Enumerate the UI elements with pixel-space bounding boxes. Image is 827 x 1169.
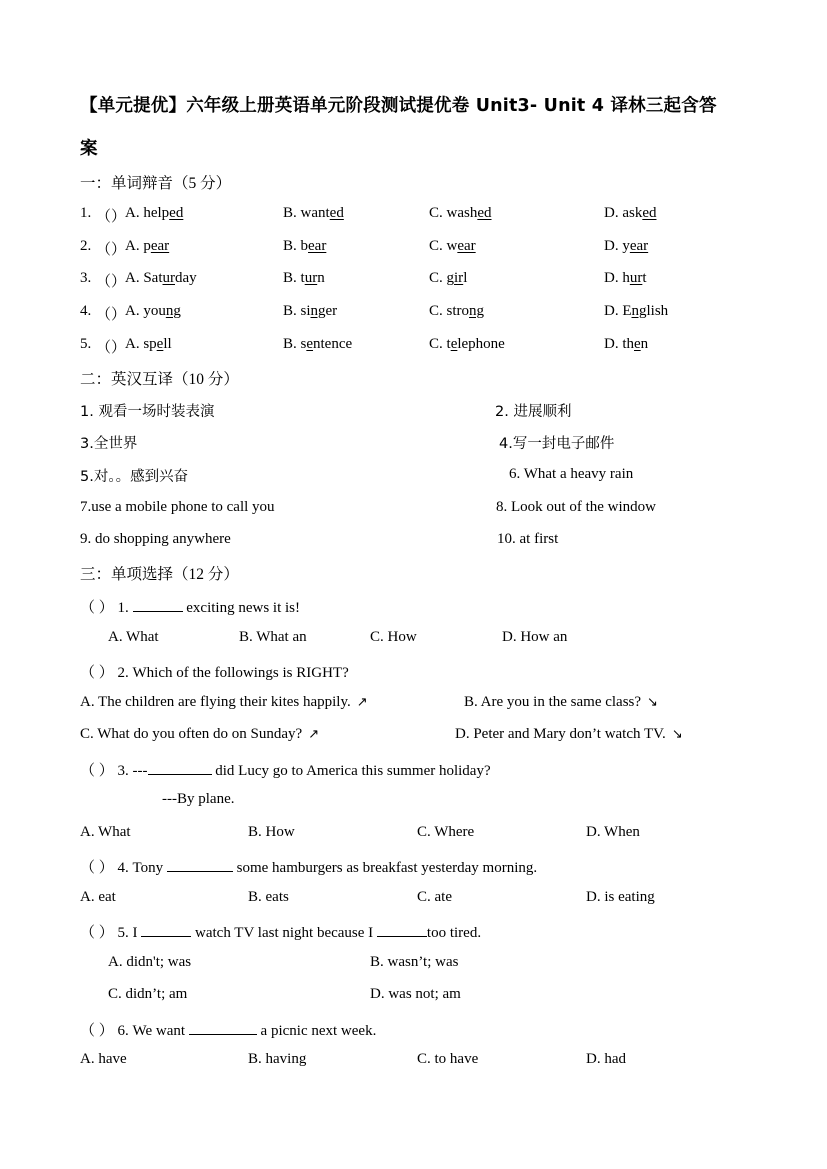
option: D. When — [586, 824, 640, 840]
phonics-answer-paren — [96, 205, 126, 226]
question-number: 3. — [80, 270, 92, 286]
option — [455, 726, 683, 743]
phonics-option — [604, 238, 648, 255]
option: C. to have — [417, 1051, 479, 1067]
option-text: D. Peter and Mary don’t watch TV. — [455, 726, 666, 742]
phonics-answer-paren — [96, 238, 126, 259]
question-number: 4. — [80, 303, 92, 319]
rising-intonation-icon: ↗ — [356, 695, 368, 710]
option-underlined-letters: e — [156, 336, 164, 352]
option-prefix: C. wash — [429, 205, 478, 221]
option-suffix: lephone — [457, 336, 505, 352]
option: B. How — [248, 824, 295, 840]
option-prefix: B. b — [283, 238, 309, 254]
translation-item: 2. 进展顺利 — [495, 404, 572, 420]
phonics-option — [604, 336, 648, 353]
option: D. How an — [502, 629, 568, 645]
rising-intonation-icon: ↗ — [308, 727, 320, 742]
question-text: a picnic next week. — [256, 1023, 377, 1039]
option-prefix: C. g — [429, 270, 455, 286]
phonics-option — [429, 270, 467, 287]
option-prefix: D. th — [604, 336, 634, 352]
option-underlined-letters: ear — [457, 238, 476, 254]
option-prefix: D. h — [604, 270, 630, 286]
option-text: C. What do you often do on Sunday? — [80, 726, 303, 742]
phonics-answer-paren — [96, 270, 126, 291]
option-prefix: A. p — [125, 238, 151, 254]
option-underlined-letters: ed — [477, 205, 492, 221]
option: D. had — [586, 1051, 626, 1067]
option: C. didn’t; am — [108, 986, 188, 1002]
option-underlined-letters: ed — [329, 205, 344, 221]
option-underlined-letters: ear — [308, 238, 327, 254]
question-text: some hamburgers as breakfast yesterday morning. — [232, 860, 538, 876]
option: A. didn't; was — [108, 954, 192, 970]
answer-paren: （ ） — [80, 925, 114, 941]
option: A. What — [80, 824, 131, 840]
answer-paren: （ ） — [80, 1023, 114, 1039]
option-underlined-letters: ur — [304, 270, 318, 286]
translation-item: 6. What a heavy rain — [509, 466, 634, 482]
answer-blank — [189, 1020, 257, 1035]
question-text: did Lucy go to America this summer holiday? — [211, 763, 491, 779]
answer-paren: （） — [96, 340, 127, 356]
option-prefix: A. sp — [125, 336, 157, 352]
option-suffix: n — [640, 336, 649, 352]
option-underlined-letters: ng — [310, 303, 326, 319]
option: C. How — [370, 629, 417, 645]
option — [464, 694, 658, 711]
question-number: 2. — [80, 238, 92, 254]
phonics-option — [429, 303, 484, 320]
phonics-option — [125, 270, 197, 287]
question-2 — [80, 661, 349, 682]
phonics-option — [283, 238, 326, 255]
option-prefix: D. E — [604, 303, 632, 319]
section-3-heading: 三：单项选择（12 分） — [80, 566, 239, 583]
option-suffix: ntence — [313, 336, 353, 352]
section-2-heading: 二：英汉互译（10 分） — [80, 371, 239, 388]
option-prefix: A. help — [125, 205, 170, 221]
question-1 — [80, 596, 300, 617]
option-underlined-letters: ur — [629, 270, 643, 286]
option-prefix: C. t — [429, 336, 451, 352]
option-prefix: B. si — [283, 303, 311, 319]
option-suffix: t — [642, 270, 647, 286]
translation-item: 5.对。。感到兴奋 — [80, 469, 189, 485]
option-text: B. Are you in the same class? — [464, 694, 642, 710]
option: A. eat — [80, 889, 116, 905]
option-prefix: A. Sat — [125, 270, 163, 286]
option-suffix: day — [175, 270, 197, 286]
option — [80, 726, 319, 743]
section-1-heading: 一：单词辩音（5 分） — [80, 175, 232, 192]
phonics-option — [125, 336, 172, 353]
question-3 — [80, 759, 491, 780]
option-underlined-letters: ur — [162, 270, 175, 286]
phonics-option — [125, 303, 181, 320]
option: C. Where — [417, 824, 475, 840]
option: B. having — [248, 1051, 307, 1067]
option: B. wasn’t; was — [370, 954, 459, 970]
phonics-question-number — [80, 270, 91, 287]
phonics-option — [604, 270, 647, 287]
phonics-option — [604, 205, 657, 222]
option-underlined-letters: e — [306, 336, 314, 352]
option-text: A. The children are flying their kites happily. — [80, 694, 351, 710]
page-title: 【单元提优】六年级上册英语单元阶段测试提优卷 Unit3- Unit 4 译林三起含答 — [80, 96, 717, 116]
option-suffix: l — [463, 270, 468, 286]
translation-item: 7.use a mobile phone to call you — [80, 499, 275, 515]
answer-paren: （） — [96, 307, 127, 323]
option: D. was not; am — [370, 986, 461, 1002]
answer-blank — [133, 597, 183, 612]
phonics-option — [604, 303, 668, 320]
translation-item: 10. at first — [497, 531, 559, 547]
answer-paren: （） — [96, 274, 127, 290]
question-3-answer: ---By plane. — [162, 791, 235, 807]
option: A. What — [108, 629, 159, 645]
phonics-option — [125, 205, 183, 222]
option-underlined-letters: e — [450, 336, 458, 352]
option-prefix: B. t — [283, 270, 305, 286]
option — [80, 694, 368, 711]
option-underlined-letters: ir — [454, 270, 464, 286]
phonics-option — [283, 336, 352, 353]
question-4 — [80, 856, 537, 877]
question-6 — [80, 1019, 376, 1040]
option: B. What an — [239, 629, 307, 645]
option-suffix: er — [325, 303, 338, 319]
phonics-option — [125, 238, 169, 255]
option-underlined-letters: ng — [631, 303, 647, 319]
answer-blank — [377, 922, 427, 937]
option-suffix: lish — [646, 303, 669, 319]
phonics-answer-paren — [96, 336, 126, 357]
answer-blank — [148, 760, 212, 775]
translation-item: 9. do shopping anywhere — [80, 531, 231, 547]
question-number: 5. — [80, 336, 92, 352]
phonics-question-number — [80, 303, 91, 320]
phonics-option — [429, 336, 505, 353]
answer-paren: （） — [96, 242, 127, 258]
option-underlined-letters: ng — [469, 303, 485, 319]
option-underlined-letters: ed — [642, 205, 657, 221]
option-suffix: n — [317, 270, 325, 286]
answer-blank — [167, 857, 233, 872]
option-prefix: B. s — [283, 336, 307, 352]
question-text: 2. Which of the followings is RIGHT? — [117, 665, 349, 681]
phonics-answer-paren — [96, 303, 126, 324]
translation-item: 8. Look out of the window — [496, 499, 656, 515]
answer-paren: （ ） — [80, 860, 114, 876]
page-title-continued: 案 — [80, 139, 98, 159]
option-underlined-letters: ear — [150, 238, 170, 254]
phonics-option — [283, 303, 337, 320]
question-number: 6. We want — [117, 1023, 189, 1039]
phonics-question-number — [80, 336, 91, 353]
falling-intonation-icon: ↘ — [647, 695, 658, 710]
question-number: 3. --- — [117, 763, 148, 779]
question-text: exciting news it is! — [182, 600, 300, 616]
translation-item: 4.写一封电子邮件 — [499, 436, 615, 452]
question-number: 5. I — [117, 925, 142, 941]
phonics-option — [283, 205, 344, 222]
phonics-option — [283, 270, 325, 287]
question-text: watch TV last night because I — [191, 925, 377, 941]
translation-item: 1. 观看一场时装表演 — [80, 404, 215, 420]
option: B. eats — [248, 889, 289, 905]
option: A. have — [80, 1051, 127, 1067]
option-underlined-letters: e — [634, 336, 641, 352]
phonics-question-number — [80, 205, 91, 222]
answer-blank — [141, 922, 191, 937]
answer-paren: （ ） — [80, 665, 114, 681]
phonics-option — [429, 238, 476, 255]
option-prefix: C. w — [429, 238, 458, 254]
answer-paren: （） — [96, 209, 127, 225]
option-prefix: B. want — [283, 205, 330, 221]
option-prefix: D. y — [604, 238, 630, 254]
question-number: 1. — [80, 205, 92, 221]
phonics-option — [429, 205, 492, 222]
option: D. is eating — [586, 889, 655, 905]
translation-item: 3.全世界 — [80, 436, 138, 452]
answer-paren: （ ） — [80, 763, 114, 779]
question-text-end: too tired. — [426, 925, 482, 941]
option-suffix: ll — [163, 336, 172, 352]
question-5 — [80, 921, 481, 942]
falling-intonation-icon: ↘ — [671, 727, 683, 742]
option-prefix: A. you — [125, 303, 166, 319]
question-number: 1. — [117, 600, 129, 616]
phonics-question-number — [80, 238, 91, 255]
option-prefix: C. stro — [429, 303, 470, 319]
option-underlined-letters: ear — [629, 238, 649, 254]
option-underlined-letters: ng — [165, 303, 181, 319]
option-underlined-letters: ed — [169, 205, 184, 221]
answer-paren: （ ） — [80, 600, 114, 616]
question-number: 4. Tony — [117, 860, 167, 876]
option: C. ate — [417, 889, 452, 905]
option-prefix: D. ask — [604, 205, 643, 221]
